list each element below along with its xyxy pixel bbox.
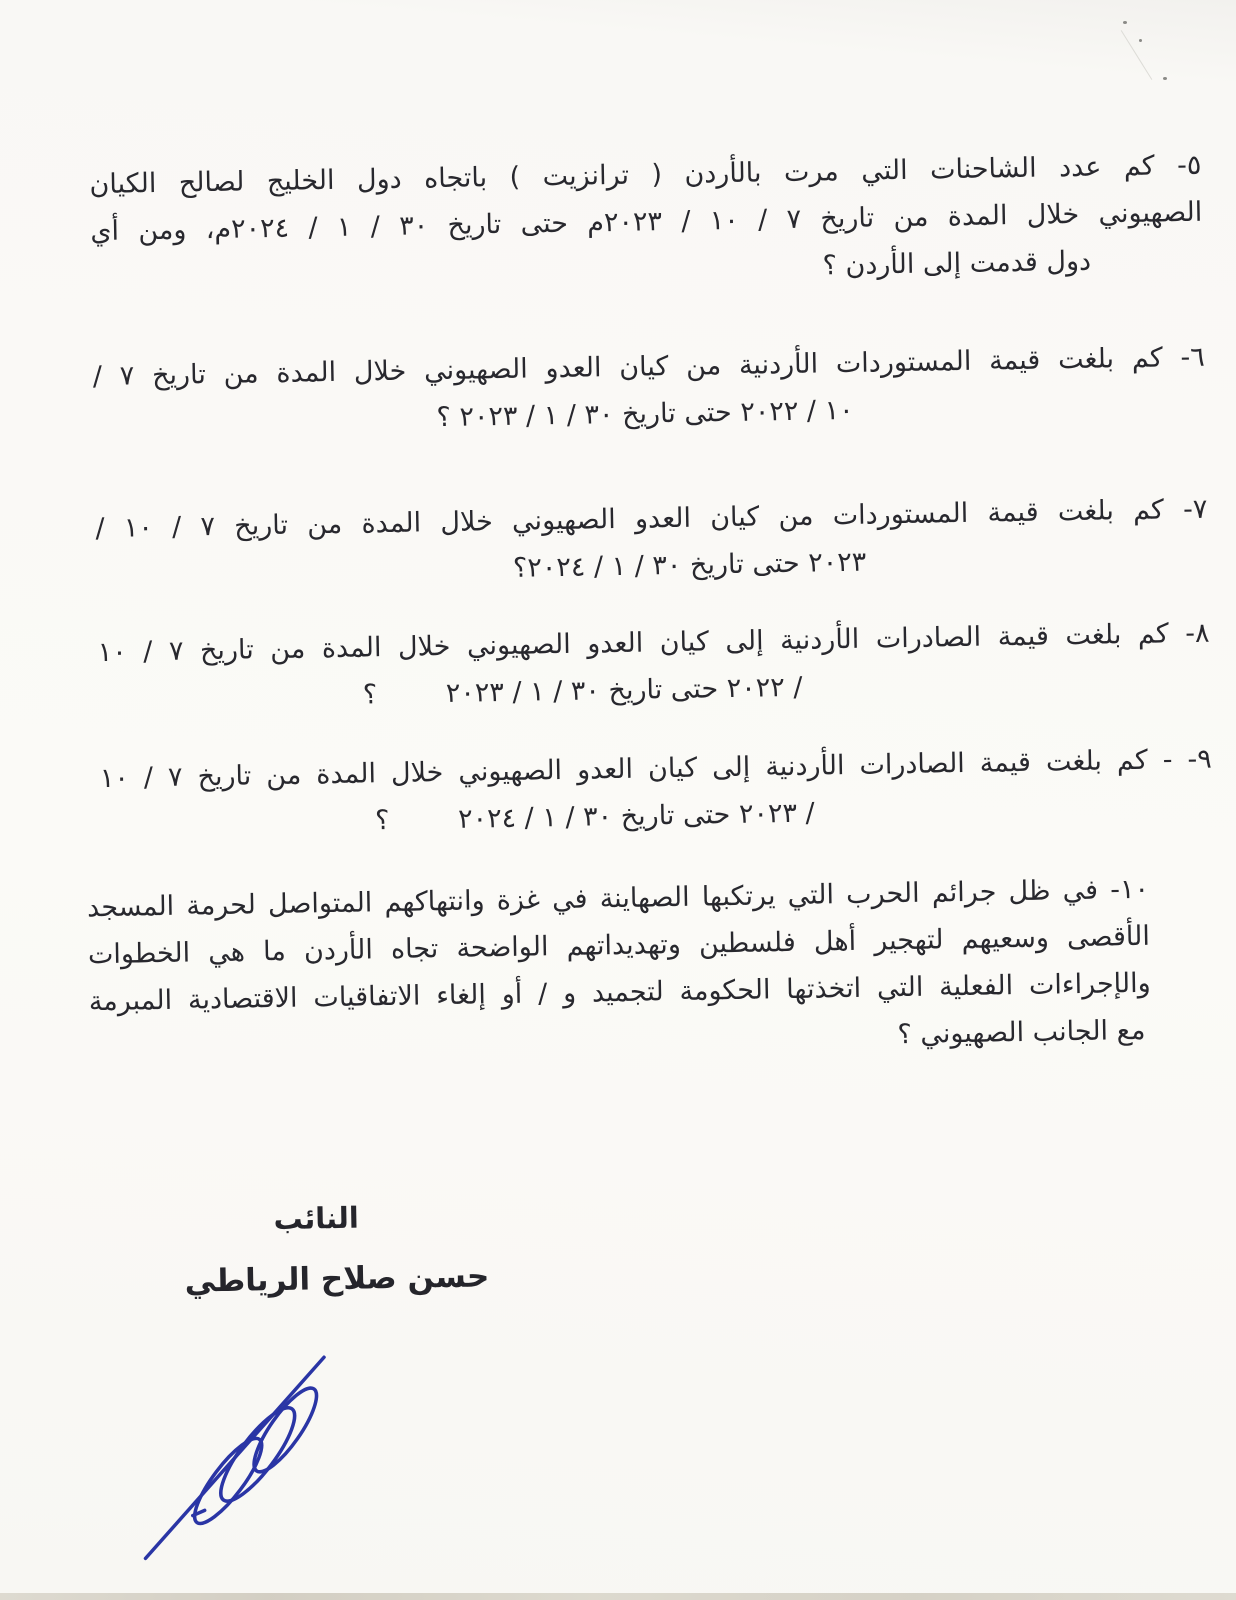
text-line: مع الجانب الصهيوني ؟: [897, 1014, 1146, 1051]
handwritten-signature-icon: [127, 1315, 441, 1570]
question-6-paragraph: [92, 334, 1205, 447]
signatory-title: النائب: [273, 1200, 360, 1237]
text-line: ٧- كم بلغت قيمة المستوردات من كيان العدو الصهيوني خلال المدة من تاريخ ٧ / ١٠ /: [95, 493, 1208, 545]
question-7-paragraph: [95, 486, 1208, 599]
text-line: والإجراءات الفعلية التي اتخذتها الحكومة لتجميد و / أو إلغاء الاتفاقيات الاقتصادية المبرمة: [88, 967, 1151, 1018]
text-line: ٥- كم عدد الشاحنات التي مرت بالأردن ( ترانزيت ) باتجاه دول الخليج لصالح الكيان: [89, 149, 1202, 201]
text-line: ١٠- في ظل جرائم الحرب التي يرتكبها الصهاينة في غزة وانتهاكهم المتواصل لحرمة المسجد: [86, 873, 1150, 924]
question-10-paragraph: [87, 867, 1152, 1074]
text-line: ٢٠٢٣ حتى تاريخ ٣٠ / ١ / ٢٠٢٤؟: [512, 546, 867, 584]
text-line: / ٢٠٢٣ حتى تاريخ ٣٠ / ١ / ٢٠٢٤ ؟: [374, 797, 815, 837]
signatory-name: حسن صلاح الرياطي: [184, 1258, 490, 1300]
question-5-paragraph: [89, 142, 1203, 302]
text-line: الأقصى وسعيهم لتهجير أهل فلسطين وتهديداتهم الواضحة تجاه الأردن ما هي الخطوات: [87, 920, 1151, 971]
text-line: / ٢٠٢٢ حتى تاريخ ٣٠ / ١ / ٢٠٢٣ ؟: [362, 671, 803, 711]
text-line: ٩- - كم بلغت قيمة الصادرات الأردنية إلى كيان العدو الصهيوني خلال المدة من تاريخ ٧ / ١٠: [99, 743, 1213, 795]
text-line: ٨- كم بلغت قيمة الصادرات الأردنية إلى كيان العدو الصهيوني خلال المدة من تاريخ ٧ / ١٠: [97, 617, 1210, 669]
text-line: ٦- كم بلغت قيمة المستوردات الأردنية من كيان العدو الصهيوني خلال المدة من تاريخ ٧ /: [92, 341, 1205, 393]
scan-speck: [1163, 77, 1167, 80]
text-line: ١٠ / ٢٠٢٢ حتى تاريخ ٣٠ / ١ / ٢٠٢٣ ؟: [436, 394, 854, 434]
page-bottom-scan-edge: [0, 1593, 1236, 1600]
question-9-paragraph: [99, 736, 1212, 849]
text-line: الصهيوني خلال المدة من تاريخ ٧ / ١٠ / ٢٠٢٣م حتى تاريخ ٣٠ / ١ / ٢٠٢٤م، ومن أي: [90, 196, 1203, 248]
scan-speck: [1123, 21, 1127, 24]
scan-speck: [1139, 39, 1142, 42]
question-8-paragraph: [97, 610, 1210, 723]
text-line: دول قدمت إلى الأردن ؟: [822, 245, 1092, 282]
